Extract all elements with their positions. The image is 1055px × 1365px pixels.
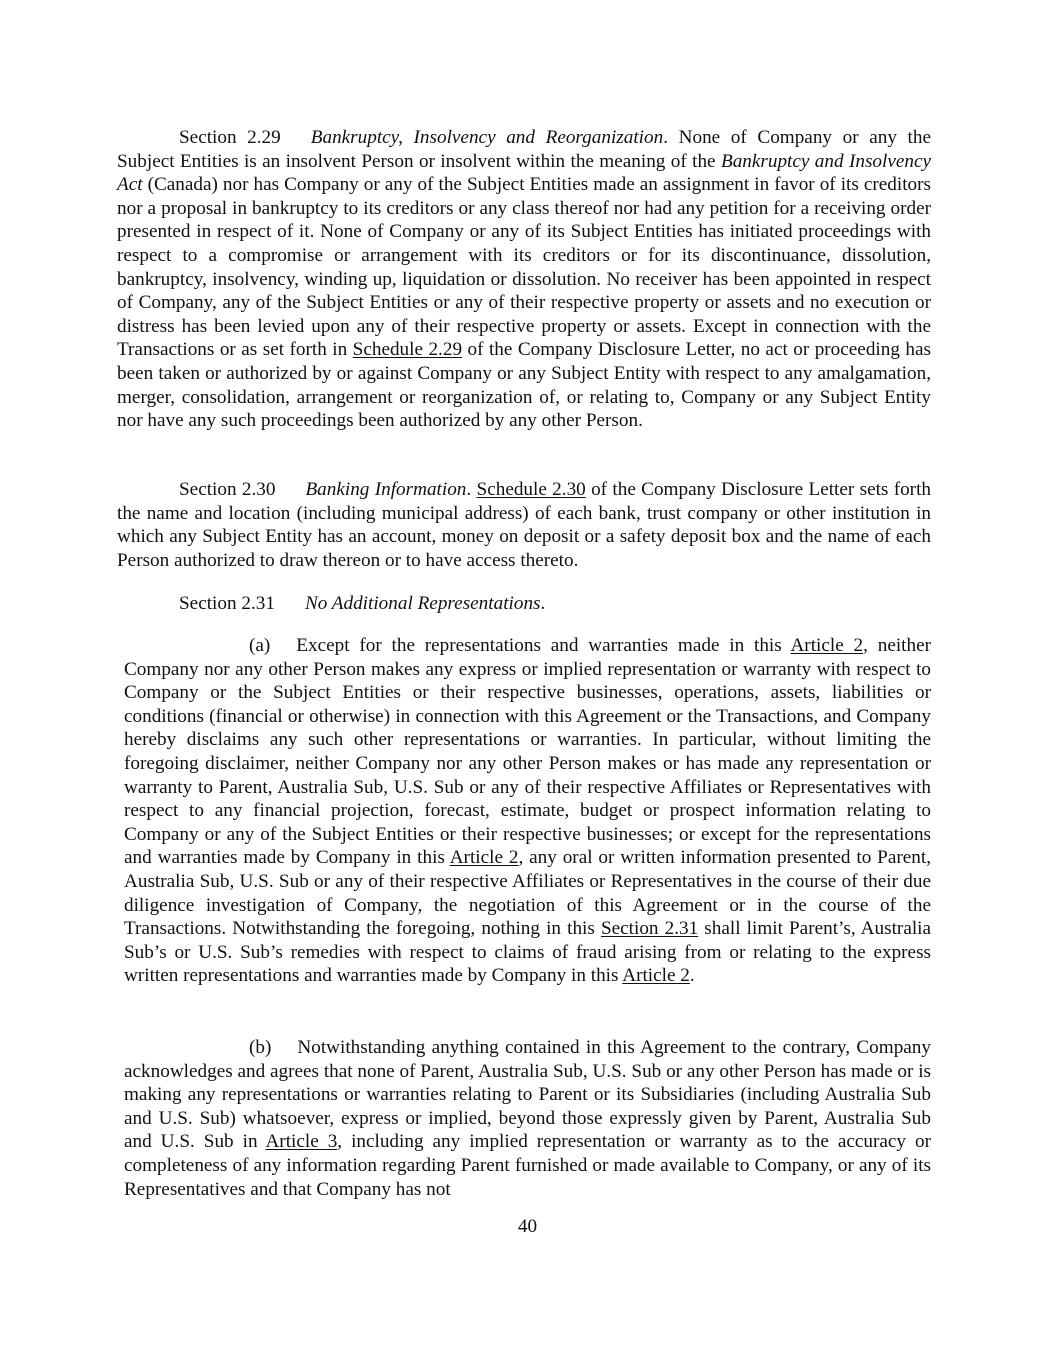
schedule-2-30-link[interactable]: Schedule 2.30 xyxy=(476,479,586,500)
article-2-link[interactable]: Article 2 xyxy=(622,965,690,987)
section-2-31-heading: Section 2.31 No Additional Representations. xyxy=(179,593,546,614)
section-label: Section 2.30 xyxy=(179,479,276,500)
article-2-link[interactable]: Article 2 xyxy=(449,847,519,869)
section-title: No Additional Representations xyxy=(304,593,541,614)
subsection-b: (b) Notwithstanding anything contained in this Agreement to the contrary, Company acknowledges and agrees that none of Parent, Australia Sub, U.S. Sub or any other Person has made or is making any representations or warranties relating to Parent or its Subsidiaries (including Australia Sub and U.S. Sub) whatsoever, express or implied, beyond those expressly given by Parent, Australia Sub and U.S. Sub in Article 3, including any implied representation or warranty as to the accuracy or completeness of any information regarding Parent furnished or made available to Company, or any of its Representatives and that Company has not xyxy=(124,1037,931,1200)
subsection-label: (b) xyxy=(249,1037,272,1058)
section-label: Section 2.31 xyxy=(179,593,275,614)
statute-name: Bankruptcy and Insolvency Act xyxy=(117,150,931,196)
page-number: 40 xyxy=(517,1216,538,1237)
section-2-29: Section 2.29 Bankruptcy, Insolvency and Reorganization. None of Company or any the Subject Entities is an insolvent Person or insolvent within the meaning of the Bankruptcy and Insolvency Act (Canada) nor has Company or any of the Subject Entities made an assignment in favor of its creditors nor a proposal in bankruptcy to its creditors or any class thereof nor had any petition for a receiving order presented in respect of it. None of Company or any of its Subject Entities has initiated proceedings with respect to a compromise or arrangement with its creditors or for its discontinuance, dissolution, bankruptcy, insolvency, winding up, liquidation or dissolution. No receiver has been appointed in respect of Company, any of the Subject Entities or any of their respective property or assets and no execution or distress has been levied upon any of their respective property or assets. Except in connection with the Transactions or as set forth in Schedule 2.29 of the Company Disclosure Letter, no act or proceeding has been taken or authorized by or against Company or any Subject Entity with respect to any amalgamation, merger, consolidation, arrangement or reorganization of, or relating to, Company or any Subject Entity nor have any such proceedings been authorized by any other Person. xyxy=(117,127,931,432)
section-2-30: Section 2.30 Banking Information. Schedule 2.30 of the Company Disclosure Letter sets forth the name and location (including municipal address) of each bank, trust company or other institution in which any Subject Entity has an account, money on deposit or a safety deposit box and the name of each Person authorized to draw thereon or to have access thereto. xyxy=(117,479,931,571)
section-title: Bankruptcy, Insolvency and Reorganization xyxy=(310,127,664,148)
schedule-2-29-link[interactable]: Schedule 2.29 xyxy=(352,339,463,361)
article-2-link[interactable]: Article 2 xyxy=(790,635,864,656)
section-title: Banking Information xyxy=(305,479,467,500)
section-2-31-link[interactable]: Section 2.31 xyxy=(600,918,699,940)
subsection-a: (a) Except for the representations and warranties made in this Article 2, neither Company nor any other Person makes any express or implied representation or warranty with respect to Company or the Subject Entities or their respective businesses, operations, assets, liabilities or conditions (financial or otherwise) in connection with this Agreement or the Transactions, and Company hereby disclaims any such other representations or warranties. In particular, without limiting the foregoing disclaimer, neither Company nor any other Person makes or has made any representation or warranty to Parent, Australia Sub, U.S. Sub or any of their respective Affiliates or Representatives with respect to any financial projection, forecast, estimate, budget or prospect information relating to Company or any of the Subject Entities or their respective businesses; or except for the representations and warranties made by Company in this Article 2, any oral or written information presented to Parent, Australia Sub, U.S. Sub or any of their respective Affiliates or Representatives in the course of their due diligence investigation of Company, the negotiation of this Agreement or in the course of the Transactions. Notwithstanding the foregoing, nothing in this Section 2.31 shall limit Parent’s, Australia Sub’s or U.S. Sub’s remedies with respect to claims of fraud arising from or relating to the express written representations and warranties made by Company in this Article 2. xyxy=(124,635,932,987)
article-3-link[interactable]: Article 3 xyxy=(265,1131,338,1153)
section-label: Section 2.29 xyxy=(179,127,281,148)
subsection-label: (a) xyxy=(249,635,271,656)
